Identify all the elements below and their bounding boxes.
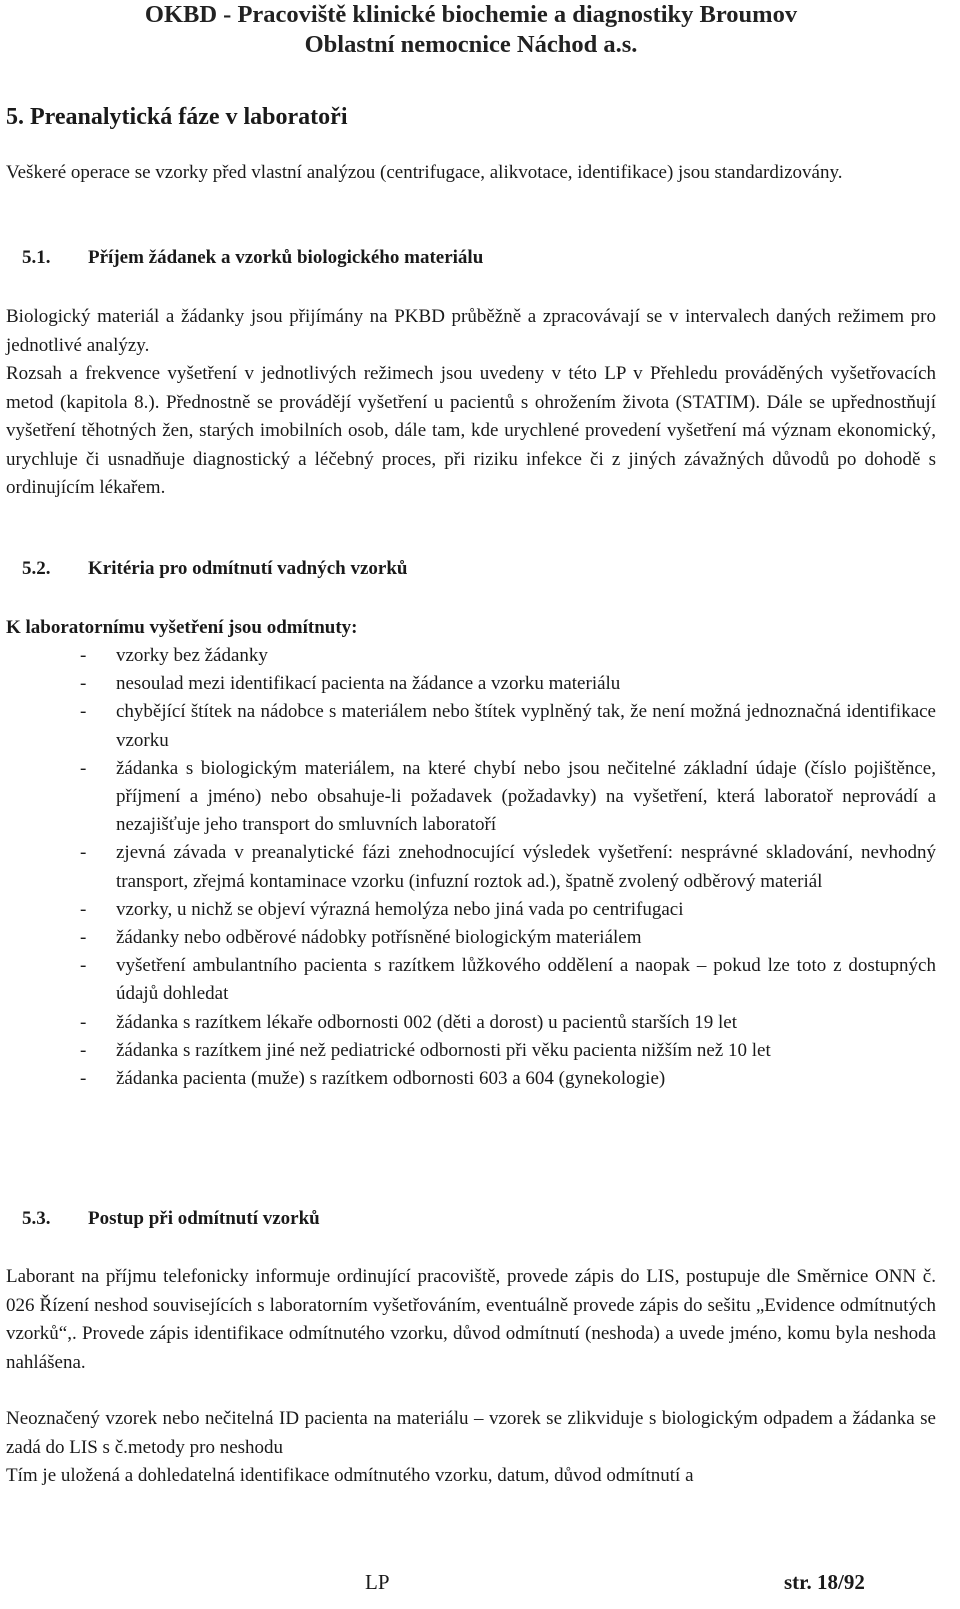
list-item: - žádanka s biologickým materiálem, na které chybí nebo jsou nečitelné základní údaje (číslo pojištěnce, příjmení a jméno) nebo obsahuje-li požadavek (požadavky) na vyšetření, která laboratoř neprovádí a nezajišťuje jeho transport do smluvních laboratoří (6, 755, 936, 840)
list-item: - zjevná závada v preanalytické fázi znehodnocující výsledek vyšetření: nesprávné skladování, nevhodný transport, zřejmá kontaminace vzorku (infuzní roztok ad.), špatně zvolený odběrový materiál (6, 839, 936, 895)
section-5-1-paragraph-2: Rozsah a frekvence vyšetření v jednotlivých režimech jsou uvedeny v této LP v Přehledu prováděných vyšetřovacích metod (kapitola 8.). Přednostně se provádějí vyšetření u pacientů s ohrožením života (STATIM). Dále se upřednostňují vyšetření těhotných žen, starých imobilních osob, dále tam, kde urychlené provedení vyšetření má význam ekonomický, urychluje či usnadňuje diagnostický a léčebný proces, při riziku infekce či z jiných závažných důvodů po dohodě s ordinujícím lékařem. (6, 363, 936, 498)
section-5-3-heading (6, 1208, 320, 1230)
criteria-lead: K laboratornímu vyšetření jsou odmítnuty: (6, 617, 358, 638)
footer-doc-code: LP (365, 1570, 390, 1594)
section-5-intro: Veškeré operace se vzorky před vlastní analýzou (centrifugace, alikvotace, identifikace) jsou standardizovány. (6, 162, 843, 183)
section-number: 5.1. (22, 247, 51, 268)
list-item: - vzorky, u nichž se objeví výrazná hemolýza nebo jiná vada po centrifugaci (6, 896, 936, 924)
section-title: Příjem žádanek a vzorků biologického materiálu (88, 247, 484, 268)
section-5-1-heading (6, 247, 483, 269)
section-title: Kritéria pro odmítnutí vadných vzorků (88, 558, 408, 579)
list-item: - chybějící štítek na nádobce s materiálem nebo štítek vyplněný tak, že není možná jednoznačná identifikace vzorku (6, 698, 936, 754)
list-item: - vzorky bez žádanky (6, 642, 936, 670)
list-item: - vyšetření ambulantního pacienta s razítkem lůžkového oddělení a naopak – pokud lze toto z dostupných údajů dohledat (6, 952, 936, 1008)
list-item: - žádanka s razítkem lékaře odbornosti 002 (děti a dorost) u pacientů starších 19 let (6, 1009, 936, 1037)
section-5-3-paragraph-3: Tím je uložená a dohledatelná identifikace odmítnutého vzorku, datum, důvod odmítnutí a (6, 1465, 694, 1486)
section-5-heading: 5. Preanalytická fáze v laboratoři (6, 104, 348, 130)
header-line-2: Oblastní nemocnice Náchod a.s. (304, 31, 638, 58)
section-5-2-heading (6, 558, 408, 580)
section-5-3-paragraph-2: Neoznačený vzorek nebo nečitelná ID pacienta na materiálu – vzorek se zlikviduje s biologickým odpadem a žádanka se zadá do LIS s č.metody pro neshodu (6, 1408, 936, 1458)
section-number: 5.3. (22, 1208, 51, 1229)
section-5-3-paragraph-1: Laborant na příjmu telefonicky informuje ordinující pracoviště, provede zápis do LIS, postupuje dle Směrnice ONN č. 026 Řízení neshod souvisejících s laboratorním vyšetřováním, eventuálně provede zápis do sešitu „Evidence odmítnutých vzorků“,. Provede zápis identifikace odmítnutého vzorku, důvod odmítnutí (neshoda) a uvede jméno, komu byla neshoda nahlášena. (6, 1266, 936, 1373)
list-item: - žádanka s razítkem jiné než pediatrické odbornosti při věku pacienta nižším než 10 let (6, 1037, 936, 1065)
footer-page-number: str. 18/92 (784, 1570, 865, 1594)
list-item: - žádanky nebo odběrové nádobky potřísněné biologickým materiálem (6, 924, 936, 952)
list-item: - nesoulad mezi identifikací pacienta na žádance a vzorku materiálu (6, 670, 936, 698)
section-title: Postup při odmítnutí vzorků (88, 1208, 320, 1229)
rejection-criteria-list (6, 642, 936, 1093)
section-5-1-paragraph-1: Biologický materiál a žádanky jsou přijímány na PKBD průběžně a zpracovávají se v intervalech daných režimem pro jednotlivé analýzy. (6, 306, 936, 356)
list-item: - žádanka pacienta (muže) s razítkem odbornosti 603 a 604 (gynekologie) (6, 1065, 936, 1093)
header-line-1: OKBD - Pracoviště klinické biochemie a diagnostiky Broumov (144, 1, 798, 28)
section-number: 5.2. (22, 558, 51, 579)
